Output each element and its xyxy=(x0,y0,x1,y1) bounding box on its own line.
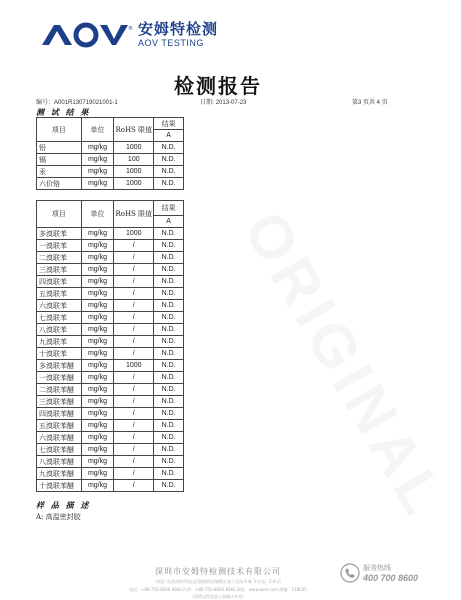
cell-result: N.D. xyxy=(154,360,184,372)
cell-unit: mg/kg xyxy=(81,432,114,444)
cell-result: N.D. xyxy=(154,420,184,432)
table-row xyxy=(37,360,184,372)
cell-limit: 1000 xyxy=(114,228,154,240)
cell-limit: 1000 xyxy=(114,360,154,372)
cell-limit: / xyxy=(114,468,154,480)
cell-result: N.D. xyxy=(154,252,184,264)
cell-limit: 1000 xyxy=(114,142,154,154)
column-header-result: 结果 xyxy=(154,118,184,130)
cell-unit: mg/kg xyxy=(81,240,114,252)
cell-unit: mg/kg xyxy=(81,252,114,264)
cell-unit: mg/kg xyxy=(81,468,114,480)
table-row xyxy=(37,178,184,190)
cell-item: 多溴联苯醚 xyxy=(37,360,82,372)
cell-item: 九溴联苯醚 xyxy=(37,468,82,480)
cell-unit: mg/kg xyxy=(81,396,114,408)
table-row xyxy=(37,276,184,288)
column-header-result: 结果 xyxy=(154,201,184,216)
cell-result: N.D. xyxy=(154,166,184,178)
cell-item: 一溴联苯醚 xyxy=(37,372,82,384)
cell-result: N.D. xyxy=(154,264,184,276)
page-number: 第3 页共 4 页 xyxy=(352,100,388,106)
cell-unit: mg/kg xyxy=(81,228,114,240)
table-row xyxy=(37,154,184,166)
cell-item: 九溴联苯 xyxy=(37,336,82,348)
cell-unit: mg/kg xyxy=(81,142,114,154)
cell-unit: mg/kg xyxy=(81,480,114,492)
cell-result: N.D. xyxy=(154,456,184,468)
cell-item: 五溴联苯醚 xyxy=(37,420,82,432)
report-number: 编号：A001R130719021001-1 xyxy=(36,99,118,106)
cell-limit: / xyxy=(114,396,154,408)
cell-result: N.D. xyxy=(154,142,184,154)
table-row xyxy=(37,372,184,384)
cell-result: N.D. xyxy=(154,432,184,444)
table-row xyxy=(37,384,184,396)
report-date: 日期: 2013-07-23 xyxy=(200,99,247,106)
sample-description: A: 高温密封胶 xyxy=(36,513,81,521)
cell-item: 八溴联苯 xyxy=(37,324,82,336)
cell-item: 一溴联苯 xyxy=(37,240,82,252)
cell-limit: / xyxy=(114,444,154,456)
column-header-limit: RoHS 限值 xyxy=(114,118,154,142)
company-logo xyxy=(40,22,218,48)
table-row xyxy=(37,252,184,264)
column-header-sample: A xyxy=(154,130,184,142)
cell-result: N.D. xyxy=(154,288,184,300)
cell-unit: mg/kg xyxy=(81,300,114,312)
cell-unit: mg/kg xyxy=(81,408,114,420)
cell-item: 六溴联苯 xyxy=(37,300,82,312)
cell-result: N.D. xyxy=(154,276,184,288)
cell-result: N.D. xyxy=(154,312,184,324)
phone-icon xyxy=(340,563,360,583)
cell-unit: mg/kg xyxy=(81,372,114,384)
cell-item: 七溴联苯醚 xyxy=(37,444,82,456)
cell-result: N.D. xyxy=(154,444,184,456)
cell-item: 十溴联苯醚 xyxy=(37,480,82,492)
table-header-row xyxy=(37,118,184,130)
cell-limit: / xyxy=(114,372,154,384)
sample-description-heading: 样 品 描 述 xyxy=(36,501,91,510)
cell-item: 五溴联苯 xyxy=(37,288,82,300)
cell-item: 十溴联苯 xyxy=(37,348,82,360)
cell-unit: mg/kg xyxy=(81,456,114,468)
cell-unit: mg/kg xyxy=(81,288,114,300)
cell-item: 二溴联苯醚 xyxy=(37,384,82,396)
svg-text:®: ® xyxy=(128,26,133,32)
cell-item: 二溴联苯 xyxy=(37,252,82,264)
results-table-metals xyxy=(36,117,184,190)
cell-limit: / xyxy=(114,408,154,420)
table-row xyxy=(37,166,184,178)
table-row xyxy=(37,264,184,276)
cell-item: 汞 xyxy=(37,166,82,178)
cell-item: 铅 xyxy=(37,142,82,154)
cell-unit: mg/kg xyxy=(81,276,114,288)
cell-result: N.D. xyxy=(154,408,184,420)
table-row xyxy=(37,396,184,408)
cell-result: N.D. xyxy=(154,324,184,336)
table-row xyxy=(37,468,184,480)
cell-result: N.D. xyxy=(154,396,184,408)
report-title: 检测报告 xyxy=(174,74,262,98)
column-header-item: 项目 xyxy=(37,201,82,228)
cell-result: N.D. xyxy=(154,228,184,240)
aov-logo-icon xyxy=(40,23,132,47)
column-header-limit: RoHS 限值 xyxy=(114,201,154,228)
cell-limit: / xyxy=(114,264,154,276)
cell-limit: / xyxy=(114,456,154,468)
column-header-item: 项目 xyxy=(37,118,82,142)
cell-result: N.D. xyxy=(154,348,184,360)
cell-unit: mg/kg xyxy=(81,384,114,396)
cell-item: 六价铬 xyxy=(37,178,82,190)
footer-address: 中国广东省深圳市南山区桃源街道塘朗五金工业园 6 栋 3 层东，2-4 层 xyxy=(155,579,281,584)
cell-item: 四溴联苯醚 xyxy=(37,408,82,420)
logo-chinese-name: 安姆特检测 xyxy=(138,20,219,38)
cell-limit: / xyxy=(114,276,154,288)
cell-limit: / xyxy=(114,324,154,336)
cell-unit: mg/kg xyxy=(81,312,114,324)
cell-unit: mg/kg xyxy=(81,336,114,348)
cell-item: 七溴联苯 xyxy=(37,312,82,324)
cell-unit: mg/kg xyxy=(81,348,114,360)
cell-limit: / xyxy=(114,432,154,444)
hotline-number: 400 700 8600 xyxy=(363,573,419,583)
test-results-heading: 测 试 结 果 xyxy=(36,108,91,117)
table-row xyxy=(37,300,184,312)
column-header-sample: A xyxy=(154,216,184,228)
cell-result: N.D. xyxy=(154,300,184,312)
table-row xyxy=(37,336,184,348)
cell-item: 三溴联苯 xyxy=(37,264,82,276)
cell-unit: mg/kg xyxy=(81,178,114,190)
table-row xyxy=(37,456,184,468)
cell-result: N.D. xyxy=(154,240,184,252)
cell-limit: 1000 xyxy=(114,166,154,178)
cell-result: N.D. xyxy=(154,480,184,492)
cell-unit: mg/kg xyxy=(81,154,114,166)
column-header-unit: 单位 xyxy=(81,201,114,228)
cell-limit: / xyxy=(114,252,154,264)
results-table-brominated xyxy=(36,200,184,492)
table-row xyxy=(37,142,184,154)
cell-item: 多溴联苯 xyxy=(37,228,82,240)
cell-limit: 100 xyxy=(114,154,154,166)
cell-limit: / xyxy=(114,240,154,252)
table-row xyxy=(37,444,184,456)
table-row xyxy=(37,480,184,492)
cell-unit: mg/kg xyxy=(81,444,114,456)
column-header-unit: 单位 xyxy=(81,118,114,142)
table-row xyxy=(37,420,184,432)
logo-english-name: AOV TESTING xyxy=(138,38,204,48)
cell-result: N.D. xyxy=(154,336,184,348)
cell-unit: mg/kg xyxy=(81,166,114,178)
cell-limit: / xyxy=(114,480,154,492)
cell-unit: mg/kg xyxy=(81,324,114,336)
table-row xyxy=(37,228,184,240)
cell-result: N.D. xyxy=(154,154,184,166)
footer-contact: 电话：+86-755-8600 8600 传真：+86-755-8600 8282 网址：www.aovt.com 邮编：518055 xyxy=(129,587,307,592)
cell-result: N.D. xyxy=(154,384,184,396)
cell-item: 镉 xyxy=(37,154,82,166)
table-header-row xyxy=(37,201,184,216)
cell-limit: / xyxy=(114,420,154,432)
table-row xyxy=(37,240,184,252)
original-watermark: ORIGINAL xyxy=(231,200,460,530)
cell-unit: mg/kg xyxy=(81,360,114,372)
cell-limit: / xyxy=(114,384,154,396)
cell-item: 三溴联苯醚 xyxy=(37,396,82,408)
table-row xyxy=(37,348,184,360)
cell-item: 四溴联苯 xyxy=(37,276,82,288)
cell-limit: / xyxy=(114,288,154,300)
cell-limit: / xyxy=(114,336,154,348)
table-row xyxy=(37,324,184,336)
service-hotline xyxy=(340,563,418,583)
cell-limit: / xyxy=(114,300,154,312)
cell-result: N.D. xyxy=(154,372,184,384)
cell-limit: / xyxy=(114,312,154,324)
cell-unit: mg/kg xyxy=(81,420,114,432)
table-row xyxy=(37,288,184,300)
cell-limit: / xyxy=(114,348,154,360)
cell-result: N.D. xyxy=(154,178,184,190)
footer-company-name: 深圳市安姆特检测技术有限公司 xyxy=(155,567,281,576)
hotline-label: 服务热线 xyxy=(363,564,391,572)
cell-result: N.D. xyxy=(154,468,184,480)
cell-unit: mg/kg xyxy=(81,264,114,276)
cell-limit: 1000 xyxy=(114,178,154,190)
cell-item: 八溴联苯醚 xyxy=(37,456,82,468)
table-row xyxy=(37,312,184,324)
footer-note: （请将文件加盖公章确认有效） xyxy=(190,594,246,599)
table-row xyxy=(37,432,184,444)
cell-item: 六溴联苯醚 xyxy=(37,432,82,444)
table-row xyxy=(37,408,184,420)
